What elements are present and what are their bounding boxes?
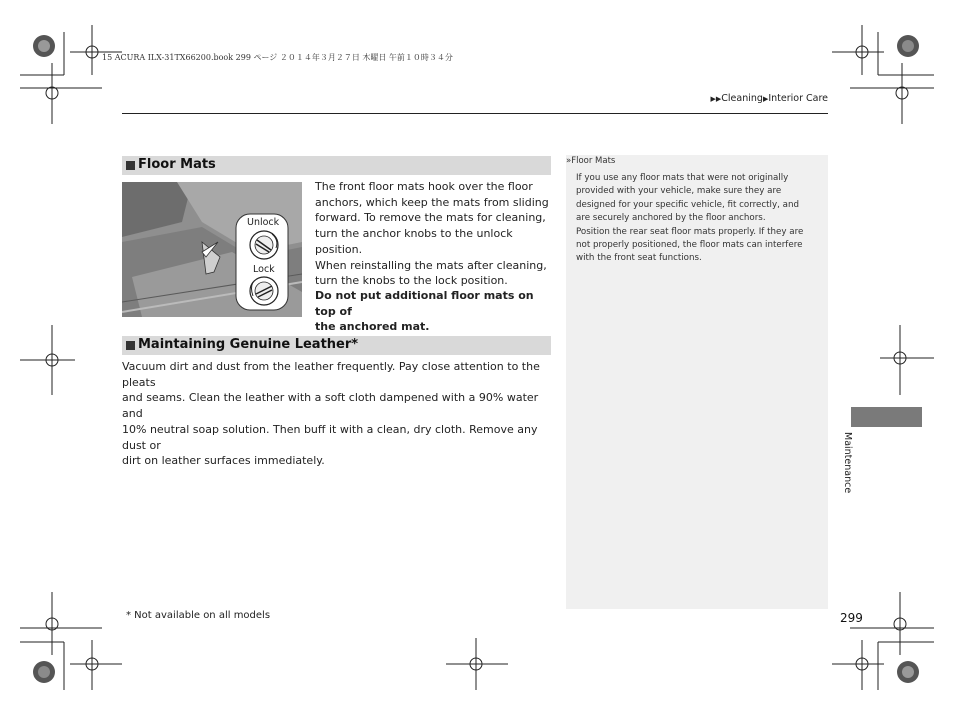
breadcrumb-separator: ▶: [762, 95, 769, 103]
breadcrumb: [711, 93, 829, 104]
text-line: turn the knobs to the lock position.: [315, 274, 508, 288]
breadcrumb-arrows: ▶▶: [710, 95, 722, 103]
floor-mat-anchor-figure: [122, 182, 302, 317]
sidebar-line: not properly positioned, the floor mats can interfere: [576, 240, 803, 251]
sidebar-line: designed for your specific vehicle, fit correctly, and: [576, 199, 799, 210]
print-header: 15 ACURA ILX-31TX66200.book 299 ページ ２０１４年３月２７日 木曜日 午前１０時３４分: [102, 53, 453, 62]
warning-line: Do not put additional floor mats on top of: [315, 289, 534, 318]
page-number: 299: [840, 611, 863, 625]
floor-mats-heading: [122, 156, 551, 175]
sidebar-line: If you use any floor mats that were not originally: [576, 173, 789, 183]
sidebar-heading: [566, 156, 615, 166]
warning-line: the anchored mat.: [315, 320, 430, 334]
text-line: When reinstalling the mats after cleaning,: [315, 258, 547, 272]
text-line: The front floor mats hook over the floor: [315, 180, 533, 193]
leather-body: [122, 359, 554, 469]
breadcrumb-page: Interior Care: [768, 93, 828, 104]
unlock-label: Unlock: [247, 217, 280, 228]
text-line: Vacuum dirt and dust from the leather frequently. Pay close attention to the pleats: [122, 360, 540, 389]
chapter-tab-label: Maintenance: [842, 432, 853, 494]
text-line: turn the anchor knobs to the unlock position.: [315, 227, 513, 256]
heading-square-icon: [126, 341, 135, 350]
breadcrumb-section: Cleaning: [721, 93, 763, 104]
text-line: 10% neutral soap solution. Then buff it with a clean, dry cloth. Remove any dust or: [122, 422, 538, 452]
footnote: * Not available on all models: [126, 610, 271, 621]
sidebar-heading-text: Floor Mats: [571, 156, 616, 166]
leather-heading: [122, 336, 551, 355]
sidebar-line: with the front seat functions.: [576, 253, 702, 264]
sidebar-line: Position the rear seat floor mats properly. If they are: [576, 226, 804, 237]
header-rule: [122, 113, 828, 114]
text-line: dirt on leather surfaces immediately.: [122, 454, 325, 468]
text-line: and seams. Clean the leather with a soft cloth dampened with a 90% water and: [122, 391, 539, 421]
text-line: anchors, which keep the mats from sliding: [315, 195, 549, 209]
sidebar-line: are securely anchored by the floor anchors.: [576, 213, 766, 224]
lock-label: Lock: [253, 264, 275, 275]
floor-mats-body: [315, 179, 555, 289]
floor-mats-warning: [315, 288, 555, 335]
leather-title: Maintaining Genuine Leather*: [138, 337, 359, 352]
chapter-tab: [851, 407, 922, 427]
double-chevron-icon: »: [566, 156, 572, 166]
sidebar-body: [576, 172, 822, 266]
sidebar-line: provided with your vehicle, make sure they are: [576, 186, 782, 197]
floor-mats-title: Floor Mats: [138, 157, 216, 172]
heading-square-icon: [126, 161, 135, 170]
text-line: forward. To remove the mats for cleaning,: [315, 211, 546, 225]
